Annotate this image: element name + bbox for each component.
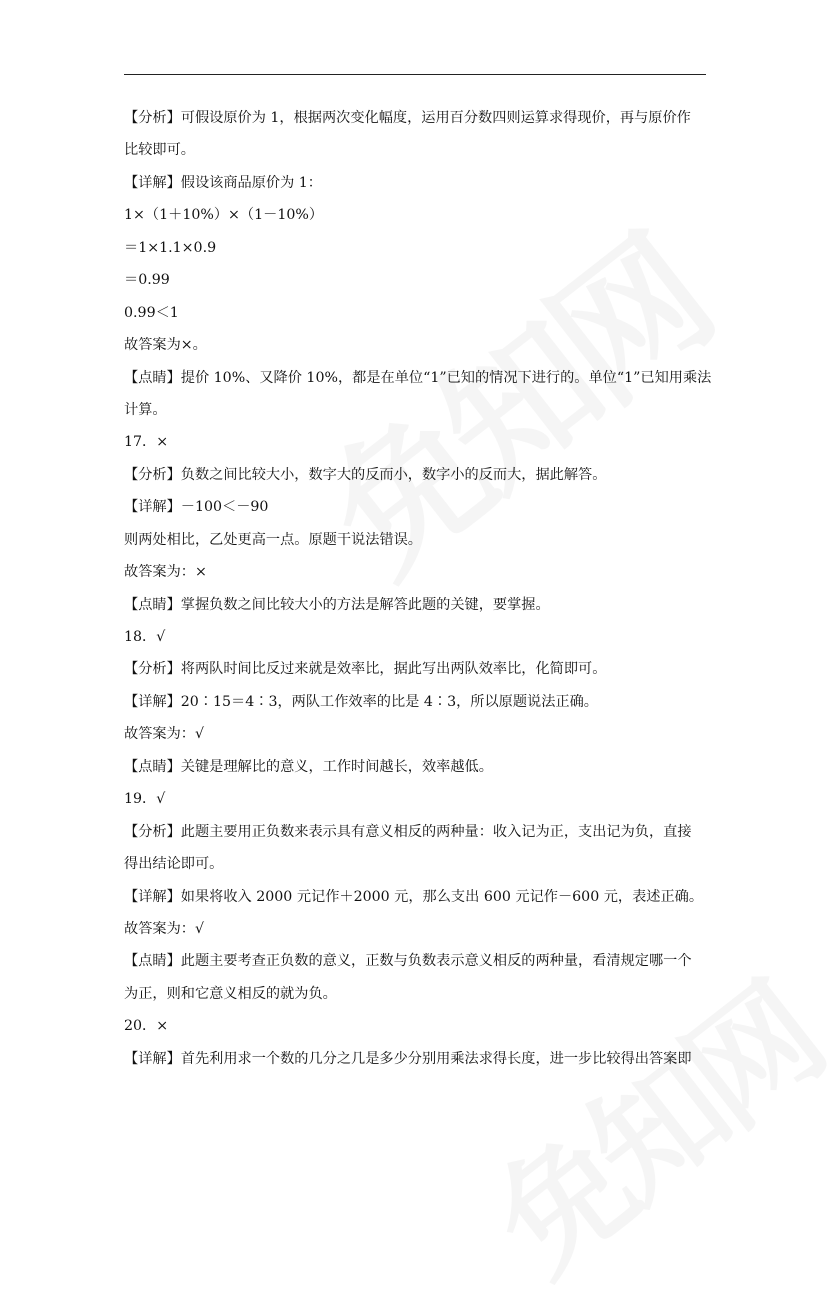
text-line: 则两处相比，乙处更高一点。原题干说法错误。 — [124, 531, 422, 548]
text-line: 【详解】假设该商品原价为 1： — [124, 174, 322, 191]
text-line: 【分析】负数之间比较大小，数字大的反而小，数字小的反而大，据此解答。 — [124, 466, 607, 483]
text-line: 得出结论即可。 — [124, 856, 224, 873]
text-line: 【点睛】提价 10%、又降价 10%，都是在单位“1”已知的情况下进行的。单位“1”已知用乘法 — [124, 369, 712, 386]
text-line: 故答案为：√ — [124, 920, 204, 937]
text-line: 1×（1＋10%）×（1－10%） — [124, 207, 324, 224]
answer-content — [124, 102, 714, 1075]
text-line: 【详解】如果将收入 2000 元记作＋2000 元，那么支出 600 元记作－600 元，表述正确。 — [124, 888, 704, 905]
question-number: 19．√ — [124, 791, 166, 808]
text-line: 比较即可。 — [124, 142, 195, 159]
text-line: 0.99＜1 — [124, 304, 179, 321]
text-line: 故答案为：√ — [124, 726, 204, 743]
text-line: 【分析】可假设原价为 1，根据两次变化幅度，运用百分数四则运算求得现价，再与原价作 — [124, 110, 691, 126]
text-line: 故答案为：× — [124, 564, 207, 581]
text-line: ＝0.99 — [124, 272, 170, 289]
text-line: 【点睛】此题主要考查正负数的意义，正数与负数表示意义相反的两种量，看清规定哪一个 — [124, 953, 692, 970]
text-line: 【点睛】关键是理解比的意义，工作时间越长，效率越低。 — [124, 758, 493, 775]
text-line: 计算。 — [124, 401, 167, 418]
text-line: 【分析】此题主要用正负数来表示具有意义相反的两种量：收入记为正，支出记为负，直接 — [124, 823, 692, 840]
text-line: 【详解】－100＜－90 — [124, 499, 269, 516]
header-rule — [124, 74, 706, 75]
question-number: 20．× — [124, 1018, 169, 1035]
question-number: 17．× — [124, 434, 169, 451]
question-number: 18．√ — [124, 629, 166, 645]
text-line: 【分析】将两队时间比反过来就是效率比，据此写出两队效率比，化简即可。 — [124, 661, 607, 678]
text-line: 【点睛】掌握负数之间比较大小的方法是解答此题的关键，要掌握。 — [124, 596, 550, 613]
text-line: 故答案为×。 — [124, 337, 207, 354]
text-line: 为正，则和它意义相反的就为负。 — [124, 985, 337, 1002]
text-line: ＝1×1.1×0.9 — [124, 239, 217, 256]
text-line: 【详解】首先利用求一个数的几分之几是多少分别用乘法求得长度，进一步比较得出答案即 — [124, 1050, 692, 1067]
text-line: 【详解】20∶15＝4∶3，两队工作效率的比是 4∶3，所以原题说法正确。 — [124, 693, 598, 710]
